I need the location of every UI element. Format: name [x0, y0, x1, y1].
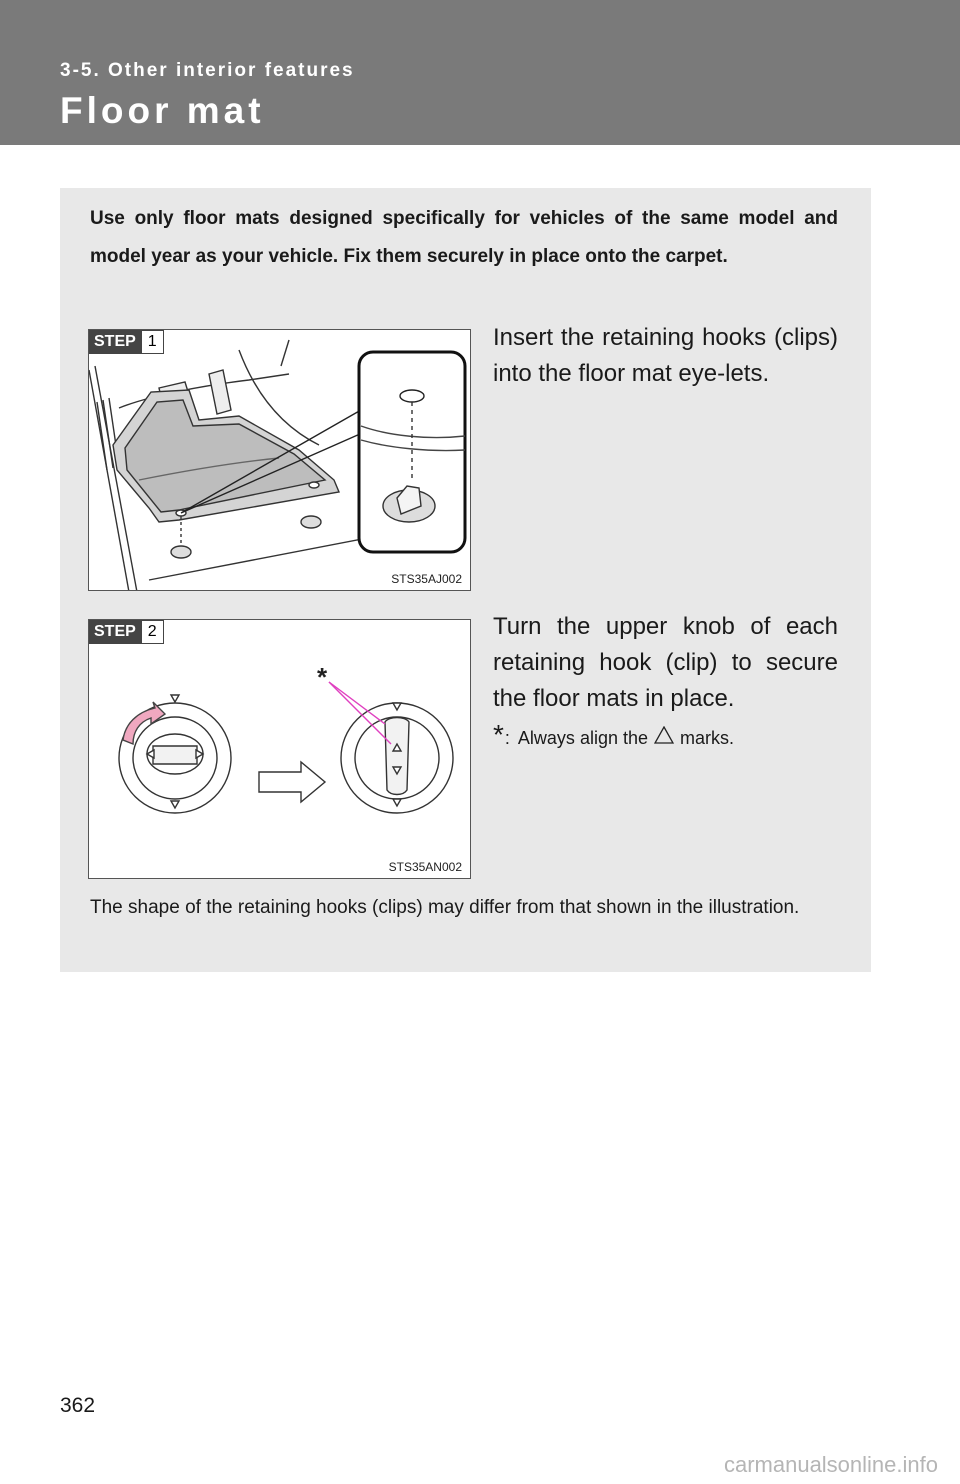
triangle-outline-icon	[654, 726, 674, 749]
step2-illustration	[88, 619, 471, 879]
figure-asterisk: *	[317, 662, 328, 692]
note-separator: :	[504, 728, 510, 748]
alignment-note	[493, 719, 838, 750]
floor-mat-hook-illustration	[89, 330, 471, 591]
note-asterisk: *	[493, 719, 504, 750]
step1-illustration	[88, 329, 471, 591]
step2-badge	[89, 620, 164, 644]
section-label: 3-5. Other interior features	[60, 60, 355, 81]
note-text-before: Always align the	[517, 728, 648, 748]
figure-code: STS35AJ002	[391, 572, 462, 586]
footnote: The shape of the retaining hooks (clips) may differ from that shown in the illustration.	[90, 897, 800, 918]
step2-text: Turn the upper knob of each retaining hook (clip) to secure the floor mats in place.	[493, 613, 838, 712]
step-number: 2	[141, 620, 164, 644]
step1-badge	[89, 330, 164, 354]
page-title: Floor mat	[60, 90, 265, 131]
step-number: 1	[141, 330, 164, 354]
watermark: carmanualsonline.info	[723, 1452, 938, 1477]
step-word: STEP	[89, 620, 141, 644]
step-word: STEP	[89, 330, 141, 354]
note-text-after: marks.	[680, 728, 734, 748]
hook-rotation-illustration	[89, 620, 471, 879]
intro-text: Use only floor mats designed specifically for vehicles of the same model and model year as your vehicle. Fix them securely in place onto the carpet.	[90, 208, 838, 267]
step1-text: Insert the retaining hooks (clips) into the floor mat eye-lets.	[493, 324, 838, 387]
page-header	[0, 0, 960, 145]
figure-code: STS35AN002	[388, 860, 462, 874]
page-number: 362	[60, 1394, 96, 1417]
